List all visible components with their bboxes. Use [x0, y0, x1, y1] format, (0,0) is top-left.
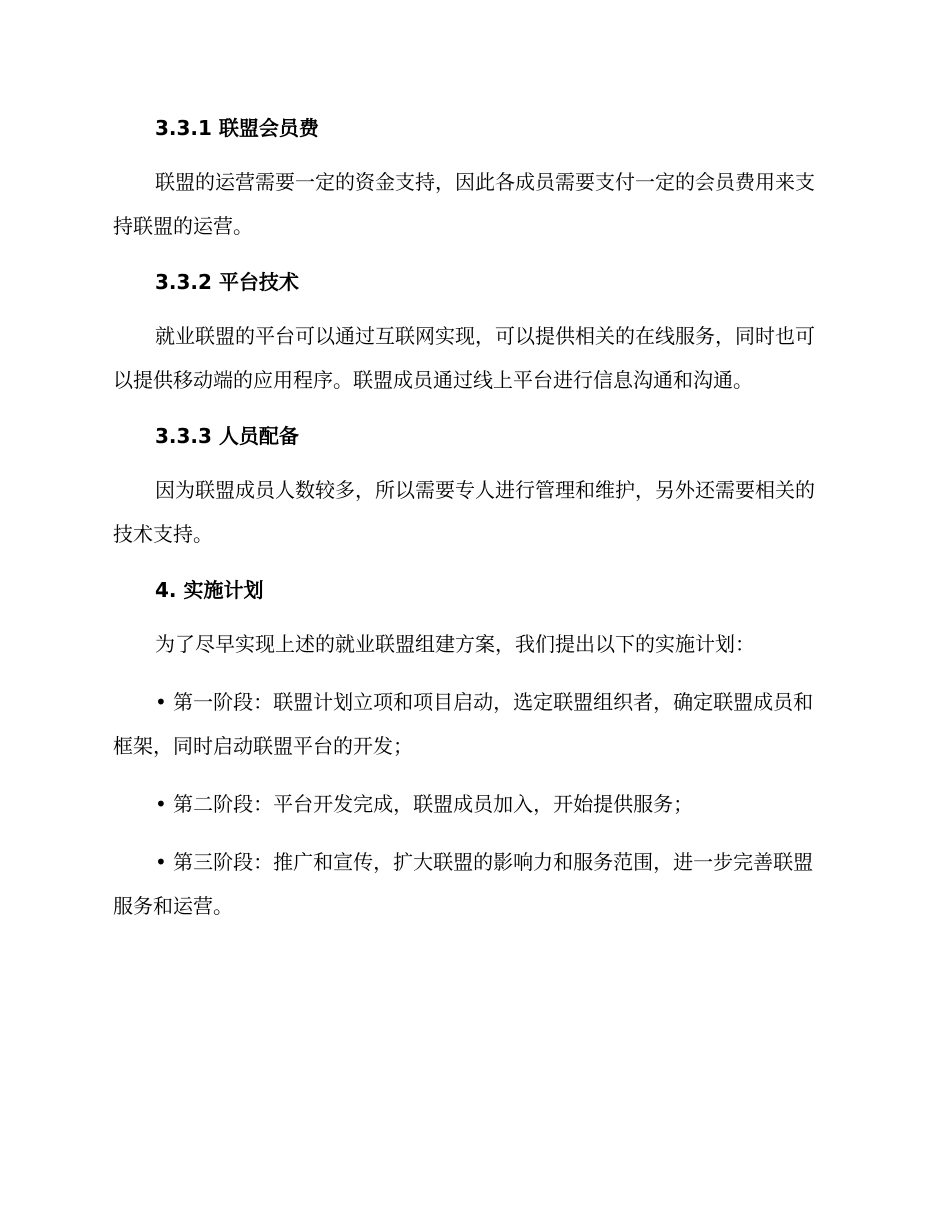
section-heading-4: 4. 实施计划	[155, 578, 264, 602]
section-body-3-3-2: 就业联盟的平台可以通过互联网实现，可以提供相关的在线服务，同时也可以提供移动端的应用程序。联盟成员通过线上平台进行信息沟通和沟通。	[113, 324, 815, 392]
document-content	[113, 110, 833, 928]
phase-item-2: • 第二阶段：平台开发完成，联盟成员加入，开始提供服务；	[155, 792, 694, 816]
section-heading-3-3-2: 3.3.2 平台技术	[155, 270, 299, 294]
section-heading-3-3-1: 3.3.1 联盟会员费	[155, 116, 319, 140]
section-body-3-3-3: 因为联盟成员人数较多，所以需要专人进行管理和维护，另外还需要相关的技术支持。	[113, 478, 815, 546]
phase-item-3: • 第三阶段：推广和宣传，扩大联盟的影响力和服务范围，进一步完善联盟服务和运营。	[113, 850, 814, 918]
section-intro-4: 为了尽早实现上述的就业联盟组建方案，我们提出以下的实施计划：	[155, 632, 755, 656]
section-body-3-3-1: 联盟的运营需要一定的资金支持，因此各成员需要支付一定的会员费用来支持联盟的运营。	[113, 170, 815, 238]
section-heading-3-3-3: 3.3.3 人员配备	[155, 424, 299, 448]
phase-item-1: • 第一阶段：联盟计划立项和项目启动，选定联盟组织者，确定联盟成员和框架，同时启动联盟平台的开发；	[113, 690, 814, 758]
